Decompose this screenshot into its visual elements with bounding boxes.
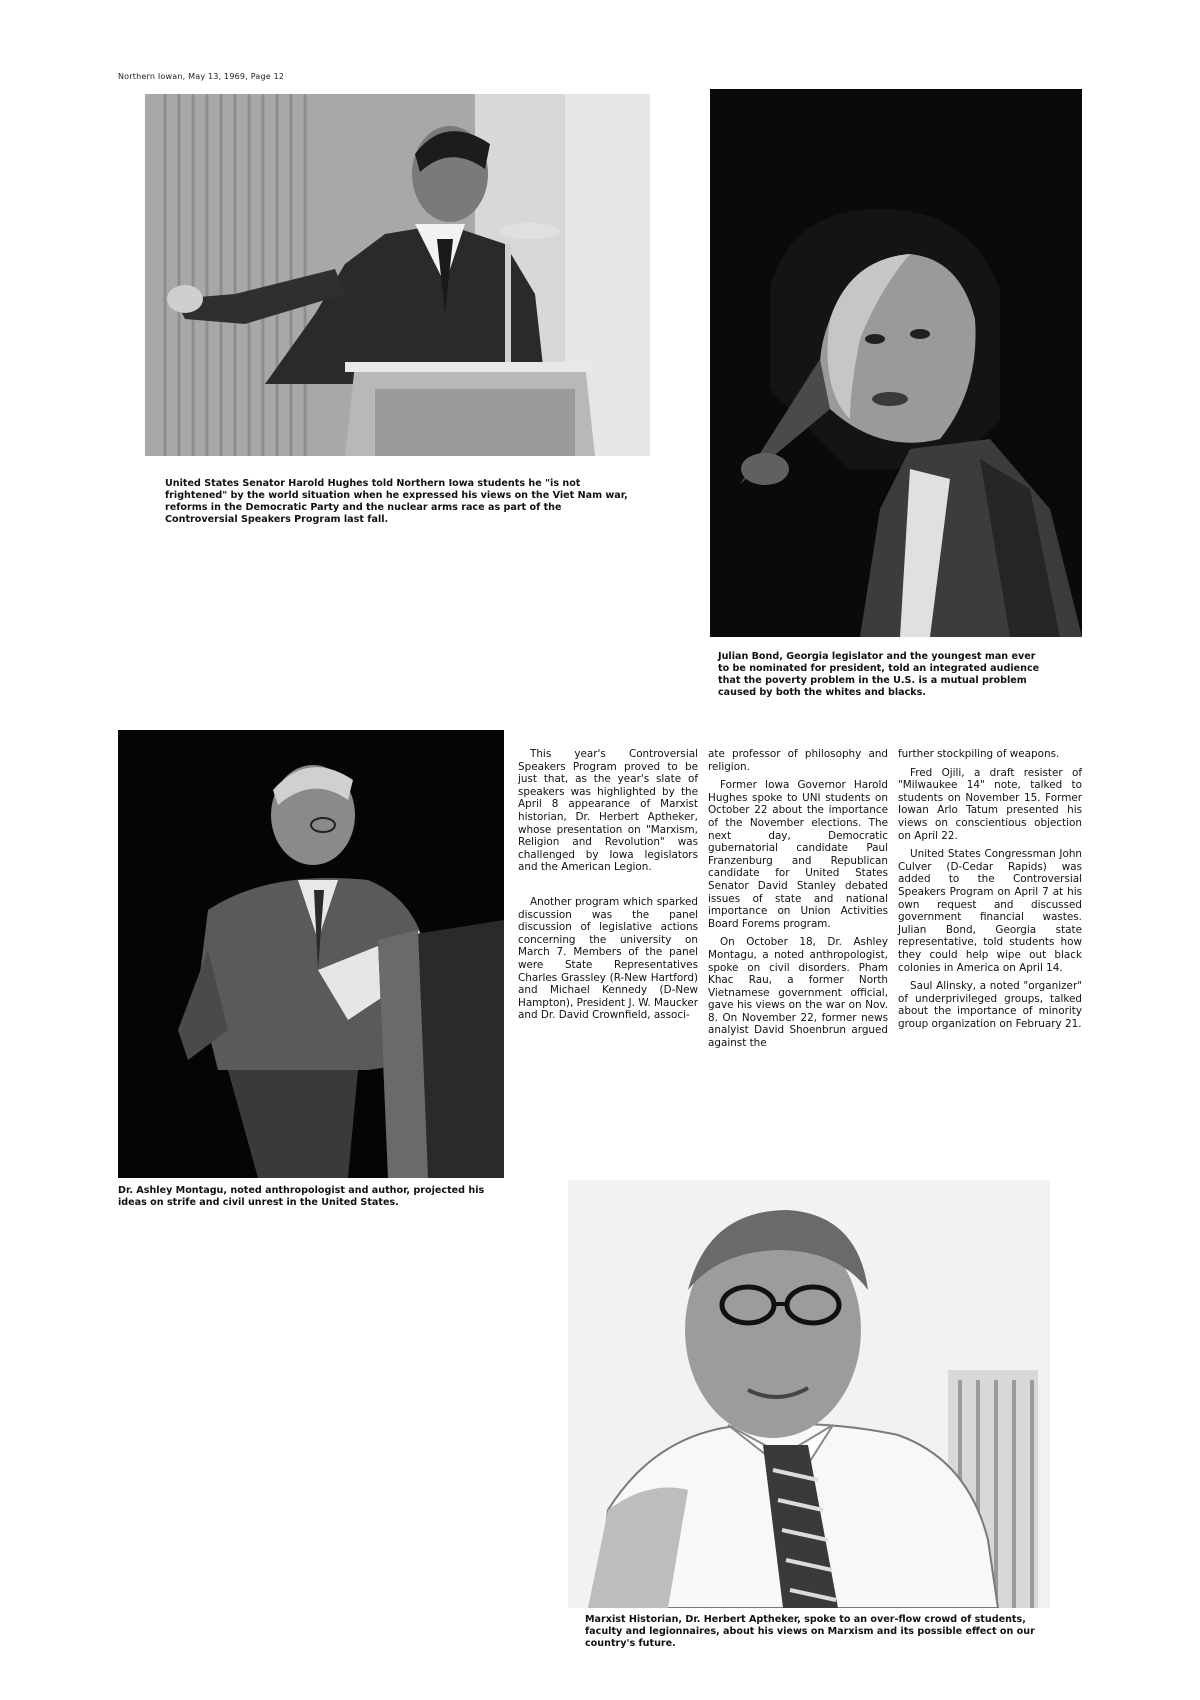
caption-julian-bond: Julian Bond, Georgia legislator and the youngest man ever to be nominated for president, told an integrated audience that the poverty problem in the U.S. is a mutual problem caused by both the whites and blacks. — [718, 651, 1040, 698]
article-column-1 — [518, 748, 698, 1028]
caption-harold-hughes: United States Senator Harold Hughes told Northern Iowa students he "is not frightened" by the world situation when he expressed his views on the Viet Nam war, reforms in the Democratic Party and the nuclear arms race as part of the Controversial Speakers Program last fall. — [165, 478, 628, 525]
article-column-3 — [898, 748, 1082, 1036]
article-paragraph: further stockpiling of weapons. — [898, 748, 1060, 760]
article-paragraph: Saul Alinsky, a noted "organizer" of underprivileged groups, talked about the importance of minority group organization on February 21. — [898, 980, 1082, 1030]
article-paragraph: Fred Ojili, a draft resister of "Milwaukee 14" note, talked to students on November 15. Former Iowan Arlo Tatum presented his views on conscientious objection on April 22. — [898, 766, 1082, 842]
article-paragraph: Former Iowa Governor Harold Hughes spoke to UNI students on October 22 about the importance of the November elections. The next day, Democratic gubernatorial candidate Paul Franzenburg and Republican candidate for United States Senator David Stanley debated issues of state and national importance on Union Activities Board Forems program. — [708, 779, 888, 930]
article-paragraph: United States Congressman John Culver (D-Cedar Rapids) was added to the Controversial Speakers Program on April 7 at his own request and discussed government financial wastes. Julian Bond, Georgia state representative, told students how they could help wipe out black colonies in America on April 14. — [898, 848, 1082, 974]
page-folio: Northern Iowan, May 13, 1969, Page 12 — [118, 72, 285, 81]
photo-harold-hughes — [145, 94, 650, 456]
article-column-2 — [708, 748, 888, 1056]
photo-julian-bond — [710, 89, 1082, 637]
caption-herbert-aptheker: Marxist Historian, Dr. Herbert Aptheker, spoke to an over-flow crowd of students, faculty and legionnaires, about his views on Marxism and its possible effect on our country's future. — [585, 1614, 1035, 1649]
photo-herbert-aptheker — [568, 1180, 1050, 1608]
article-paragraph: This year's Controversial Speakers Program proved to be just that, as the year's slate of speakers was highlighted by the April 8 appearance of Marxist historian, Dr. Herbert Aptheker, whose presentation on "Marxism, Religion and Revolution" was challenged by Iowa legislators and the American Legion. — [518, 748, 698, 874]
photo-ashley-montagu — [118, 730, 504, 1178]
article-paragraph: On October 18, Dr. Ashley Montagu, a noted anthropologist, spoke on civil disorders. Pham Khac Rau, a former North Vietnamese government official, gave his views on the war on Nov. 8. On November 22, former news analyist David Shoenbrun argued against the — [708, 936, 888, 1050]
article-paragraph: Another program which sparked discussion was the panel discussion of legislative actions concerning the university on March 7. Members of the panel were State Representatives Charles Grassley (R-New Hartford) and Michael Kennedy (D-New Hampton), President J. W. Maucker and Dr. David Crownfield, associ- — [518, 895, 698, 1022]
caption-ashley-montagu: Dr. Ashley Montagu, noted anthropologist and author, projected his ideas on strife and civil unrest in the United States. — [118, 1185, 485, 1208]
article-paragraph: ate professor of philosophy and religion. — [708, 748, 888, 773]
